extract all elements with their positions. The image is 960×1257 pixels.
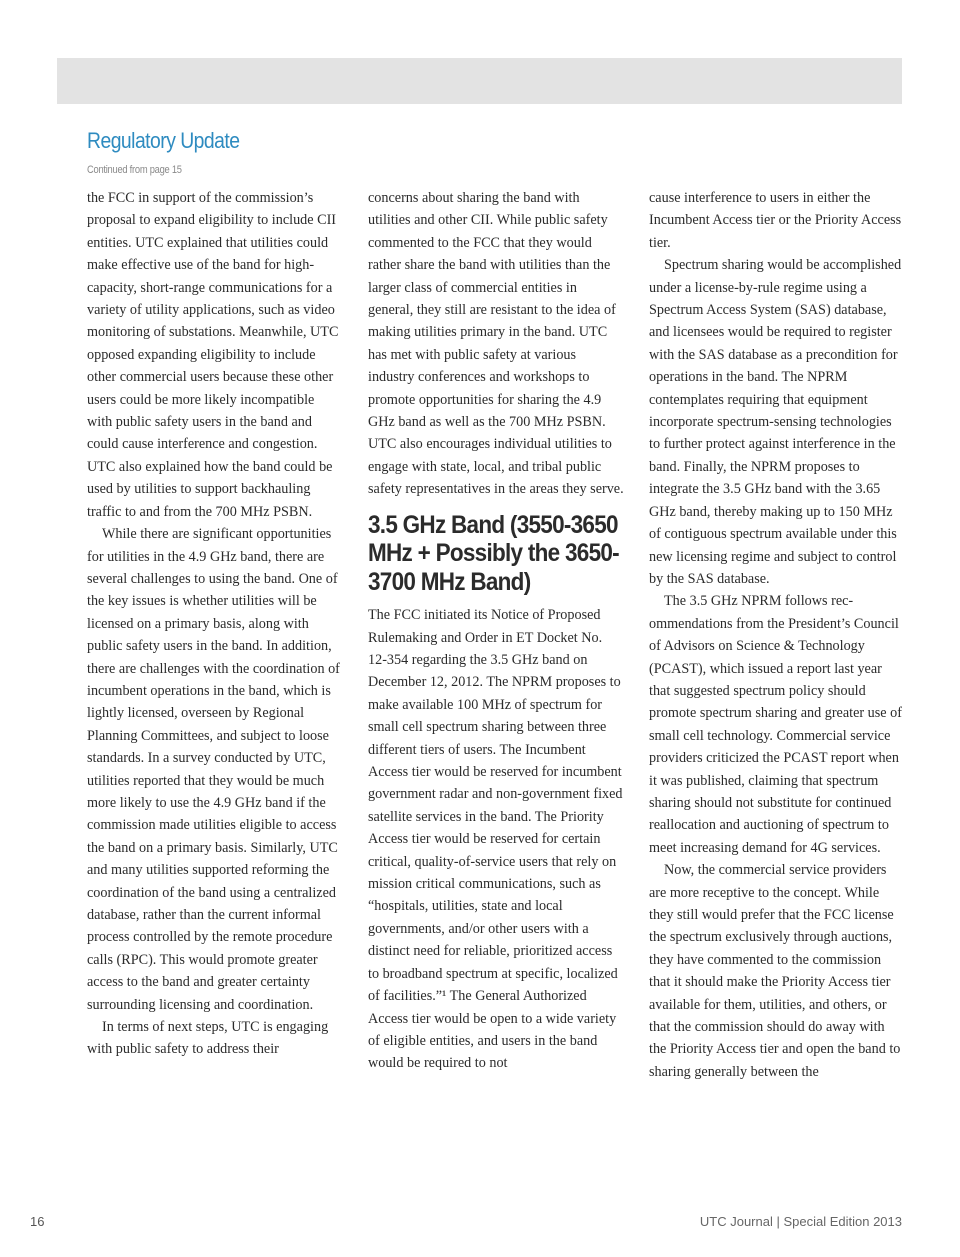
paragraph: the FCC in support of the commission’s proposal to expand eligibility to include CII entities. UTC explained that utilities could make effective use of the band for high-capacity, short-range communications for a variety of utility applications, such as video monitoring of substations. Meanwhile, UTC opposed expanding eligibility to include other commercial users because these other users could be more likely incompatible with public safety users in the band and could cause interference and congestion. UTC also explained how the band could be used by utilities to support backhauling traffic to and from the 700 MHz PSBN. (87, 190, 339, 520)
column-1 (87, 187, 343, 1061)
page-number: 16 (30, 1214, 45, 1229)
section-title: Regulatory Update (87, 128, 240, 153)
journal-footer: UTC Journal | Special Edition 2013 (699, 1214, 902, 1229)
continued-note: Continued from page 15 (87, 164, 182, 176)
paragraph: While there are significant opportunities for utilities in the 4.9 GHz band, there are several challenges to using the band. One of the key issues is whether utilities will be licensed on a primary basis, along with public safety users in the band. In addition, there are challenges with the coordination of incumbent operations in the band, which is lightly licensed, overseen by Regional Planning Committees, and subject to loose standards. In a survey conducted by UTC, utilities reported that they would be much more likely to use the 4.9 GHz band if the commission made utilities eligible to access the band on a primary basis. Similarly, UTC and many utilities supported reforming the coordination of the band using a centralized database, rather than the current informal process controlled by the remote procedure calls (RPC). This would promote greater access to the band and greater certainty surrounding licensing and coordination. (87, 526, 340, 1013)
paragraph: In terms of next steps, UTC is engaging with public safety to address their (87, 1019, 329, 1058)
paragraph: Spectrum sharing would be accomplished under a license-by-rule regime using a Spectrum Access System (SAS) database, and licensees would be required to register with the SAS database as a precondition for operations in the band. The NPRM contemplates requiring that equipment incorporate spectrum-sensing technologies to further protect against interference in the band. Finally, the NPRM proposes to integrate the 3.5 GHz band with the 3.65 GHz band, thereby making up to 150 MHz of contiguous spectrum available under this new licensing regime and subject to control by the SAS database. (649, 257, 902, 587)
paragraph: concerns about sharing the band with utilities and other CII. While public safety commented to the FCC that they would rather share the band with utilities than the larger class of commercial entities in general, they still are resistant to the idea of making utilities primary in the band. UTC has met with public safety at various industry conferences and workshops to promote opportunities for sharing the 4.9 GHz band as well as the 700 MHz PSBN. UTC also encourages individual utilities to engage with state, local, and tribal public safety representatives in the areas they serve. (368, 190, 624, 498)
paragraph: cause interference to users in either the Incumbent Access tier or the Priority Access tier. (649, 190, 902, 251)
paragraph: The 3.5 GHz NPRM follows recommendations from the President’s Council of Advisors on Science & Technology (PCAST), which issued a report last year that suggested spectrum policy should promote spectrum sharing and greater use of small cell technology. Commercial service providers criticized the PCAST report when it was published, claiming that spectrum sharing should not substitute for continued reallocation and auctioning of spectrum to meet increasing demand for 4G services. (649, 593, 902, 856)
column-2 (368, 187, 624, 1075)
subheading: 3.5 GHz Band (3550-3650 MHz + Possibly the 3650-3700 MHz Band) (368, 510, 619, 596)
header-band (57, 58, 902, 104)
paragraph: The FCC initiated its Notice of Proposed Rulemaking and Order in ET Docket No. 12-354 regarding the 3.5 GHz band on December 12, 2012. The NPRM proposes to make available 100 MHz of spectrum for small cell spectrum sharing between three different tiers of users. The Incumbent Access tier would be reserved for incumbent government radar and non-government fixed satellite services in the band. The Priority Access tier would be reserved for certain critical, quality-of-service users that rely on mission critical communications, such as “hospitals, utilities, state and local governments, and/or other users with a distinct need for reliable, prioritized access to broadband spectrum at specific, localized of facilities.”¹ The General Authorized Access tier would be open to a wide variety of eligible entities, and users in the band would be required to not (368, 607, 623, 1072)
paragraph: Now, the commercial service providers are more receptive to the concept. While they still would prefer that the FCC license the spectrum exclusively through auctions, they have commented to the commission that it should make the Priority Access tier available for them, utilities, and others, or that the commission should do away with the Priority Access tier and open the band to sharing generally between the (649, 862, 901, 1080)
column-3 (649, 187, 905, 1083)
